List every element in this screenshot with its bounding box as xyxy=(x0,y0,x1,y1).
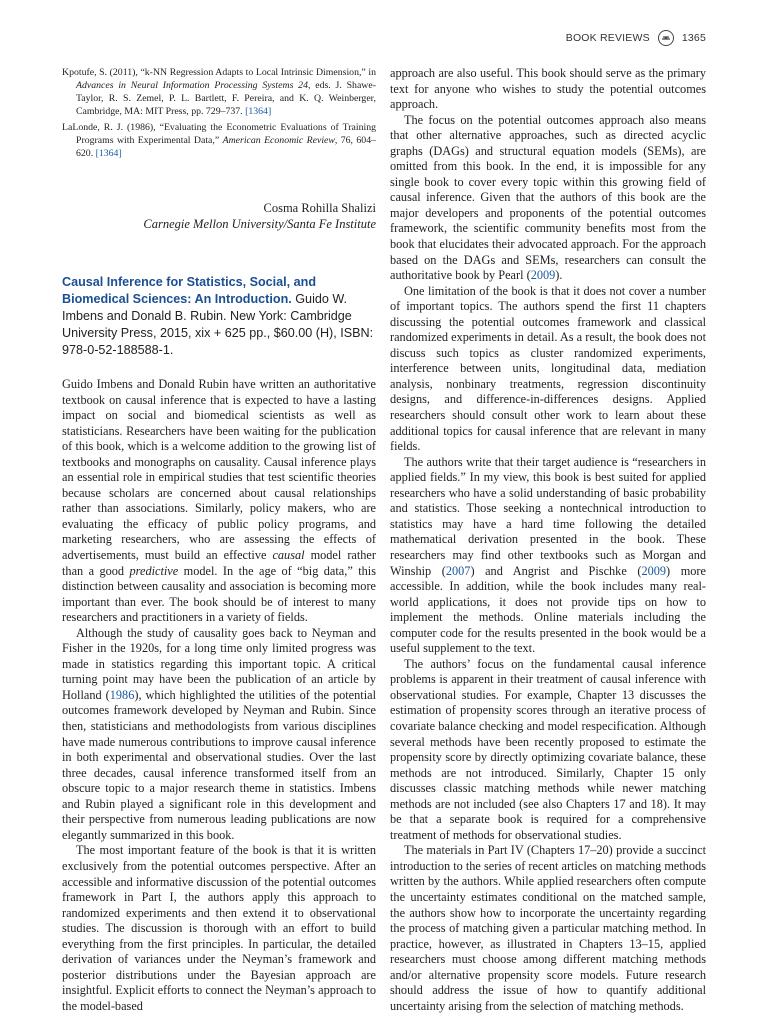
citation-link[interactable]: 1986 xyxy=(109,687,135,702)
section-title: BOOK REVIEWS xyxy=(565,32,650,44)
reviewer-affiliation: Carnegie Mellon University/Santa Fe Institute xyxy=(143,217,376,231)
reviewer-signature xyxy=(62,200,376,232)
paragraph: The authors write that their target audience is “researchers in applied fields.” In my view, this book is best suited for applied researchers who have a solid understanding of basic probability and statistics. Those seeking a nontechnical introduction to statistics may have a hard time following the detailed mathematical derivation presented in the book. These researchers may find other textbooks such as Morgan and Winship (2007) and Angrist and Pischke (2009) more accessible. In addition, while the book includes many real-world applications, it does not provide tips on how to implement the methods. Online materials including the computer code for the results presented in the book would be a useful supplement to the text. xyxy=(390,454,706,656)
review-heading xyxy=(62,274,376,359)
citation-link[interactable]: 2009 xyxy=(530,268,556,283)
book-title: Causal Inference for Statistics, Social, and Biomedical Sciences: An Introduction. xyxy=(62,275,317,306)
paragraph: One limitation of the book is that it does not cover a number of important topics. The authors spend the first 11 chapters discussing the potential outcomes framework and classical randomized experiments in detail. As a result, the book does not discuss such topics as cluster randomized experiments, interference between units, longitudinal data, mediation analysis, nonbinary treatments, regression discontinuity designs, and difference-in-differences designs. Applied researchers should consult other work to learn about these additional topics for causal inference that are relevant in many fields. xyxy=(390,283,706,454)
paragraph: Although the study of causality goes back to Neyman and Fisher in the 1920s, for a long time only limited progress was made in statistics regarding this important topic. A critical turning point may have been the publication of an article by Holland (1986), which highlighted the utilities of the potential outcomes framework developed by Neyman and Rubin. Since then, statisticians and methodologists from various disciplines have made numerous contributions to improve causal inference in both experimental and observational studies. Over the last three decades, causal inference transformed itself from an obscure topic to a major research theme in statistics. Imbens and Rubin played a significant role in this development and their perspective from numerous leading publications are now elegantly summarized in this book. xyxy=(62,625,376,842)
page-ref-link[interactable]: [1364] xyxy=(245,106,272,117)
paragraph: The authors’ focus on the fundamental causal inference problems is apparent in their treatment of causal inference with observational studies. For example, Chapter 13 discusses the estimation of propensity scores through an iterative process of covariate balance checking and model respecification. Although several methods have been recently proposed to estimate the propensity score by directly optimizing covariate balance, these methods are not introduced. Similarly, Chapter 15 only discusses classic matching methods while newer matching methods are not included (see also Chapters 17 and 18). It may be that a separate book is required for a comprehensive treatment of methods for observational studies. xyxy=(390,656,706,842)
reference-kpotufe: Kpotufe, S. (2011), “k-NN Regression Adapts to Local Intrinsic Dimension,” in Advances in Neural Information Processing Systems 24, eds. J. Shawe-Taylor, R. S. Zemel, P. L. Bartlett, F. Pereira, and K. Q. Weinberger, Cambridge, MA: MIT Press, pp. 729–737. [1364] xyxy=(62,67,376,117)
book-citation: Guido W. Imbens and Donald B. Rubin. New York: Cambridge University Press, 2015, xix + 625 pp., $60.00 (H), ISBN: 978-0-52-188588-1. xyxy=(62,292,374,357)
citation-link[interactable]: 2007 xyxy=(445,563,471,578)
reviewer-name: Cosma Rohilla Shalizi xyxy=(263,201,376,215)
running-header xyxy=(566,30,706,46)
paragraph: The materials in Part IV (Chapters 17–20) provide a succinct introduction to the series of recent articles on matching methods written by the authors. While applied researchers often compute the uncertainty estimates conditional on the matched sample, the authors show how to incorporate the uncertainty regarding the process of matching given a particular matching method. In practice, however, as illustrated in Chapters 13–15, applied researchers must choose among different matching methods and/or alternative propensity score models. Future research should address the issue of how to quantify additional uncertainty arising from the selection of matching methods. xyxy=(390,843,706,1013)
right-column xyxy=(390,66,706,1014)
page-ref-link[interactable]: [1364] xyxy=(95,148,122,159)
reference-lalonde: LaLonde, R. J. (1986), “Evaluating the Econometric Evaluations of Training Programs with Experimental Data,” American Economic Review, 76, 604–620. [1364] xyxy=(62,122,376,159)
paragraph: Guido Imbens and Donald Rubin have written an authoritative textbook on causal inference that is expected to have a lasting impact on social and biomedical scientists as well as statisticians. Researchers have been waiting for the publication of this book, which is a welcome addition to the growing list of textbooks and monographs on causality. Causal inference plays an essential role in empirical studies that test scientific theories because scholars are concerned about causal relationships rather than associations. Similarly, policy makers, who are evaluating the efficacy of public policy programs, and marketing researchers, who are assessing the effects of advertisements, must build an effective causal model rather than a good predictive model. In the age of “big data,” this distinction between causality and association is becoming more important than ever. The book should be of interest to many researchers and practitioners in a variety of fields. xyxy=(62,377,376,625)
paragraph: The most important feature of the book is that it is written exclusively from the potential outcomes perspective. After an accessible and informative discussion of the potential outcomes framework in Part I, the authors apply this approach to randomized experiments and then extend it to observational studies. The discussion is thorough with an effort to build everything from the first principles. In particular, the detailed derivation of variances under the Neyman’s framework and posterior distributions under the Bayesian approach are insightful. Explicit efforts to connect the Neyman’s approach to the model-based xyxy=(62,843,376,1013)
left-column xyxy=(62,66,376,1014)
citation-link[interactable]: 2009 xyxy=(641,563,667,578)
journal-logo-icon xyxy=(658,30,674,46)
page-number: 1365 xyxy=(681,32,706,44)
paragraph: approach are also useful. This book should serve as the primary text for anyone who wishes to study the potential outcomes approach. xyxy=(390,66,706,112)
paragraph: The focus on the potential outcomes approach also means that other alternative approaches, such as directed acyclic graphs (DAGs) and structural equation models (SEMs), are omitted from this book. In the end, it is impossible for any single book to cover every topic within this growing field of causal inference. Given that the authors of this book are the major developers and proponents of the potential outcomes framework, the scientific community benefits most from the book that elucidates their advocated approach. For the approach based on the DAGs and SEMs, researchers can consult the authoritative book by Pearl (2009). xyxy=(390,112,706,283)
